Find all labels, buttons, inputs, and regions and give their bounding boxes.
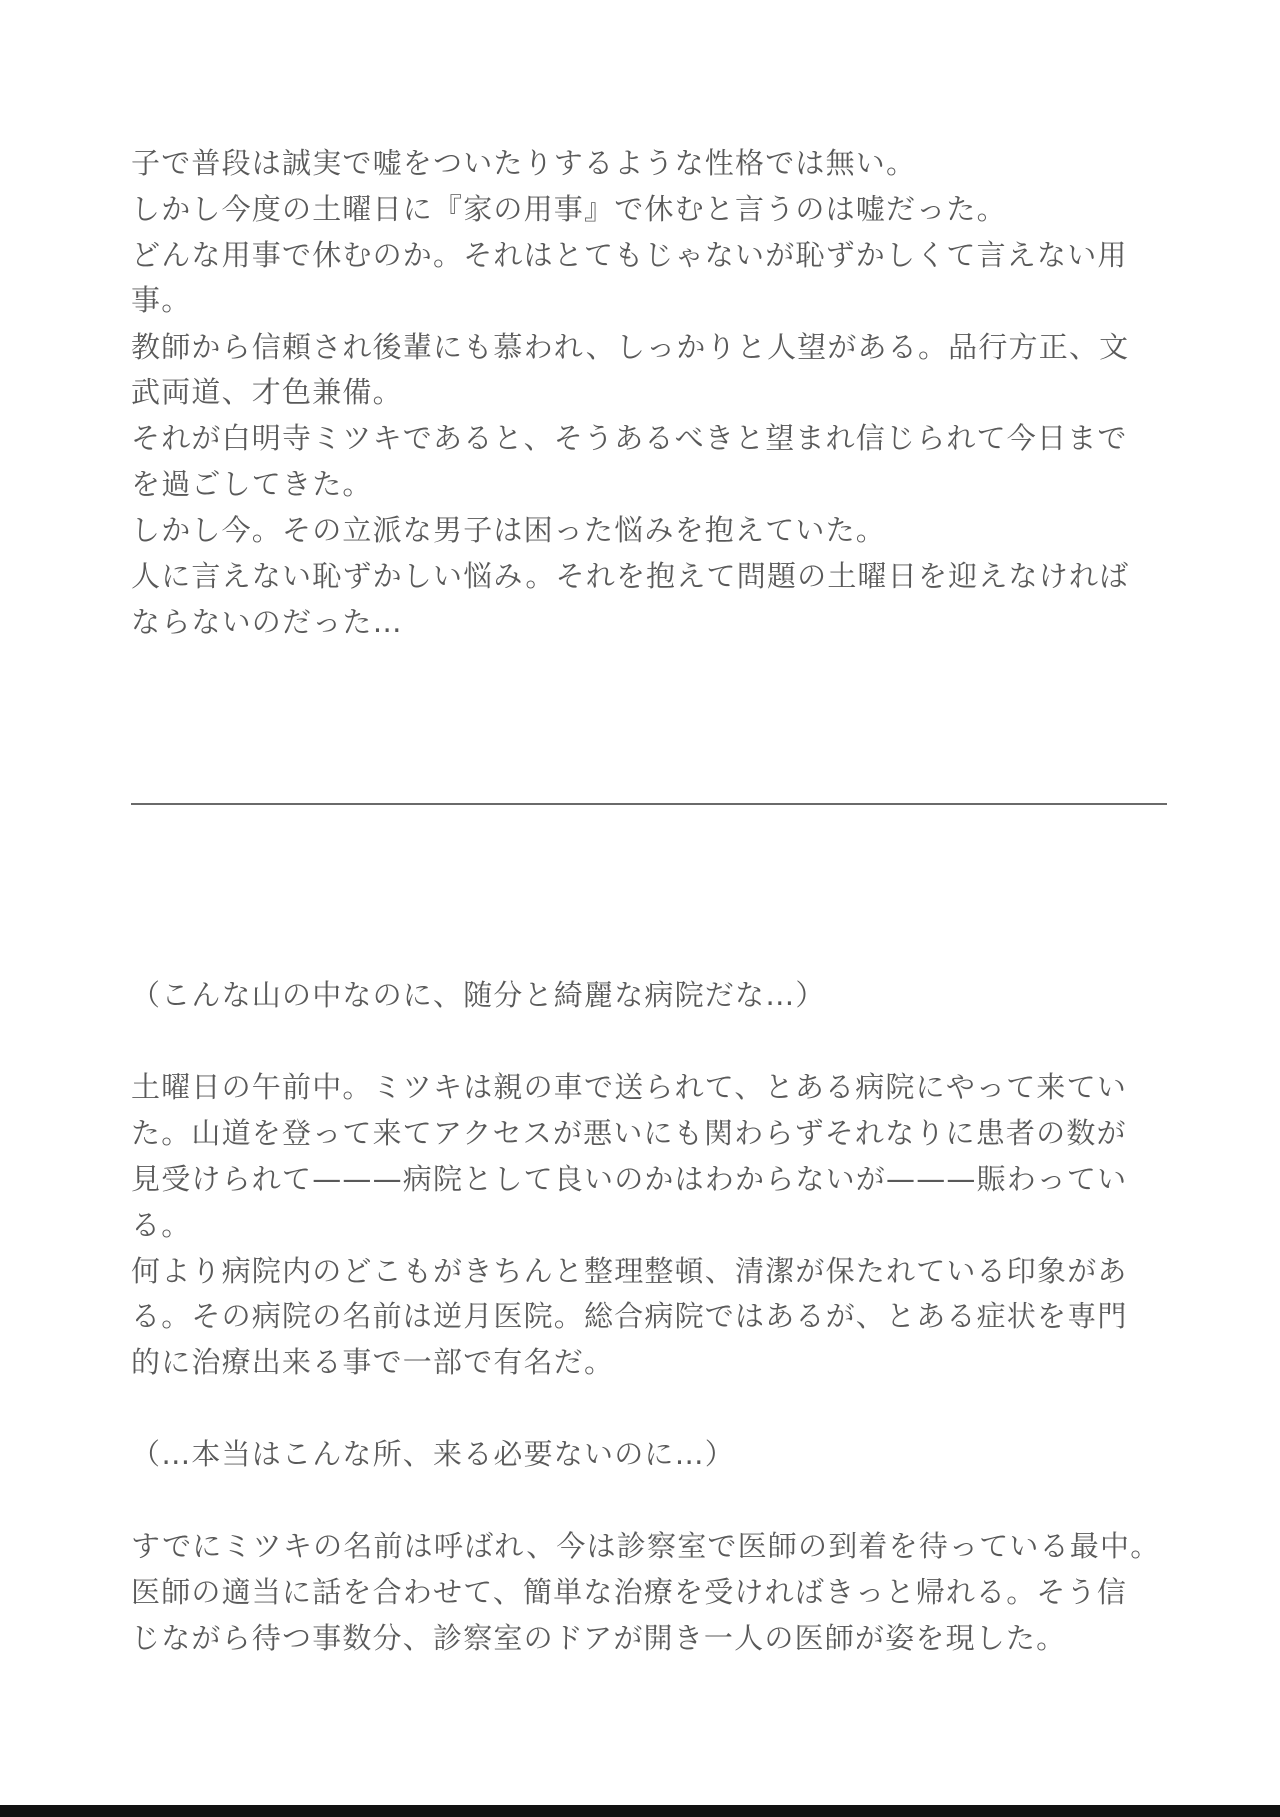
body-text-line: しかし今。その立派な男子は困った悩みを抱えていた。 [131,513,887,547]
body-text-line: る。 [131,1208,192,1242]
body-text-line: た。山道を登って来てアクセスが悪いにも関わらずそれなりに患者の数が [131,1116,1127,1150]
inner-thought-text: （…本当はこんな所、来る必要ないのに…） [131,1437,736,1471]
body-text-line: 人に言えない恥ずかしい悩み。それを抱えて問題の土曜日を迎えなければ [131,559,1130,593]
body-text-line: 的に治療出来る事で一部で有名だ。 [131,1345,615,1379]
body-text-line: じながら待つ事数分、診察室のドアが開き一人の医師が姿を現した。 [131,1621,1067,1655]
body-text-line: すでにミツキの名前は呼ばれ、今は診察室で医師の到着を待っている最中。 [131,1529,1161,1563]
body-text-line: 事。 [131,283,192,317]
inner-thought-text: （こんな山の中なのに、随分と綺麗な病院だな…） [131,978,826,1012]
body-text-line: 見受けられて———病院として良いのかはわからないが———賑わってい [131,1162,1128,1196]
body-text-line: それが白明寺ミツキであると、そうあるべきと望まれ信じられて今日まで [131,421,1128,455]
section-divider [131,803,1167,805]
body-text-line: を過ごしてきた。 [131,467,373,501]
body-text-line: しかし今度の土曜日に『家の用事』で休むと言うのは嘘だった。 [131,192,1007,226]
body-text-line: 医師の適当に話を合わせて、簡単な治療を受ければきっと帰れる。そう信 [131,1575,1128,1609]
body-text-line: 子で普段は誠実で嘘をついたりするような性格では無い。 [131,146,917,180]
body-text-line: ならないのだった… [131,605,403,639]
body-text-line: 武両道、才色兼備。 [131,375,403,409]
body-text-line: 教師から信頼され後輩にも慕われ、しっかりと人望がある。品行方正、文 [131,330,1130,364]
body-text-line: 土曜日の午前中。ミツキは親の車で送られて、とある病院にやって来てい [131,1070,1128,1104]
body-text-line: 何より病院内のどこもがきちんと整理整頓、清潔が保たれている印象があ [131,1254,1128,1288]
page-bottom-edge [0,1805,1280,1817]
body-text-line: どんな用事で休むのか。それはとてもじゃないが恥ずかしくて言えない用 [131,238,1128,272]
body-text-line: る。その病院の名前は逆月医院。総合病院ではあるが、とある症状を専門 [131,1299,1128,1333]
